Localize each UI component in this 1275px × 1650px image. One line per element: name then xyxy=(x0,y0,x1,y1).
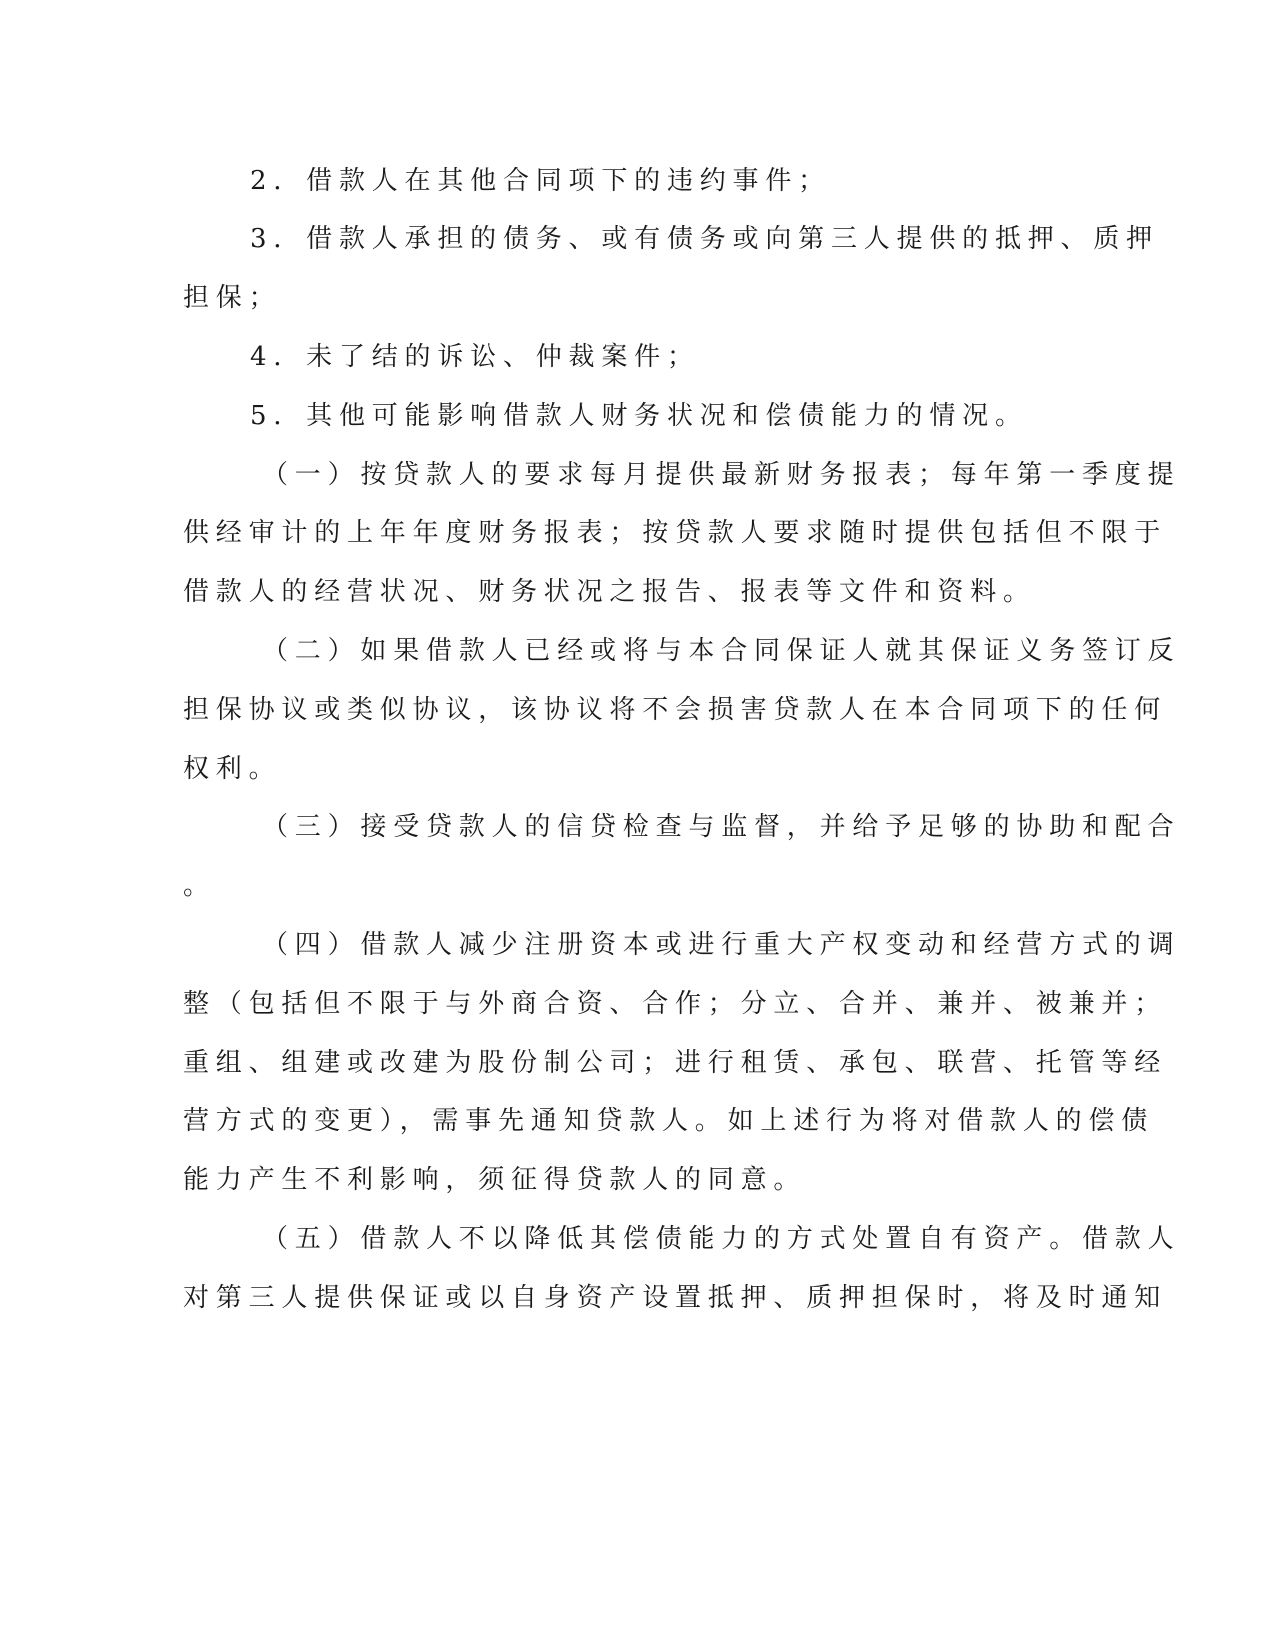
clause-5-line-2: 对第三人提供保证或以自身资产设置抵押、质押担保时，将及时通知 xyxy=(183,1283,1168,1313)
list-item-3-continued: 担保； xyxy=(183,283,282,313)
list-item-3: 3．借款人承担的债务、或有债务或向第三人提供的抵押、质押 xyxy=(250,224,1159,254)
clause-4-line-5: 能力产生不利影响，须征得贷款人的同意。 xyxy=(183,1165,807,1195)
list-item-4: 4．未了结的诉讼、仲裁案件； xyxy=(250,342,700,372)
clause-4-line-4: 营方式的变更），需事先通知贷款人。如上述行为将对借款人的偿债 xyxy=(183,1106,1155,1136)
clause-1-line-2: 供经审计的上年年度财务报表；按贷款人要求随时提供包括但不限于 xyxy=(183,518,1168,548)
clause-4: （四）借款人减少注册资本或进行重大产权变动和经营方式的调 xyxy=(262,930,1181,960)
clause-2-line-2: 担保协议或类似协议，该协议将不会损害贷款人在本合同项下的任何 xyxy=(183,695,1168,725)
list-item-2: 2．借款人在其他合同项下的违约事件； xyxy=(250,166,831,196)
clause-3: （三）接受贷款人的信贷检查与监督，并给予足够的协助和配合 xyxy=(262,812,1181,842)
clause-4-line-3: 重组、组建或改建为股份制公司；进行租赁、承包、联营、托管等经 xyxy=(183,1048,1168,1078)
clause-2-line-3: 权利。 xyxy=(183,754,282,784)
clause-1: （一）按贷款人的要求每月提供最新财务报表；每年第一季度提 xyxy=(262,460,1181,490)
clause-3-line-2: 。 xyxy=(183,871,216,901)
clause-4-line-2: 整（包括但不限于与外商合资、合作；分立、合并、兼并、被兼并； xyxy=(183,989,1168,1019)
list-item-5: 5．其他可能影响借款人财务状况和偿债能力的情况。 xyxy=(250,401,1028,431)
clause-2: （二）如果借款人已经或将与本合同保证人就其保证义务签订反 xyxy=(262,636,1181,666)
clause-1-line-3: 借款人的经营状况、财务状况之报告、报表等文件和资料。 xyxy=(183,577,1036,607)
clause-5: （五）借款人不以降低其偿债能力的方式处置自有资产。借款人 xyxy=(262,1224,1181,1254)
